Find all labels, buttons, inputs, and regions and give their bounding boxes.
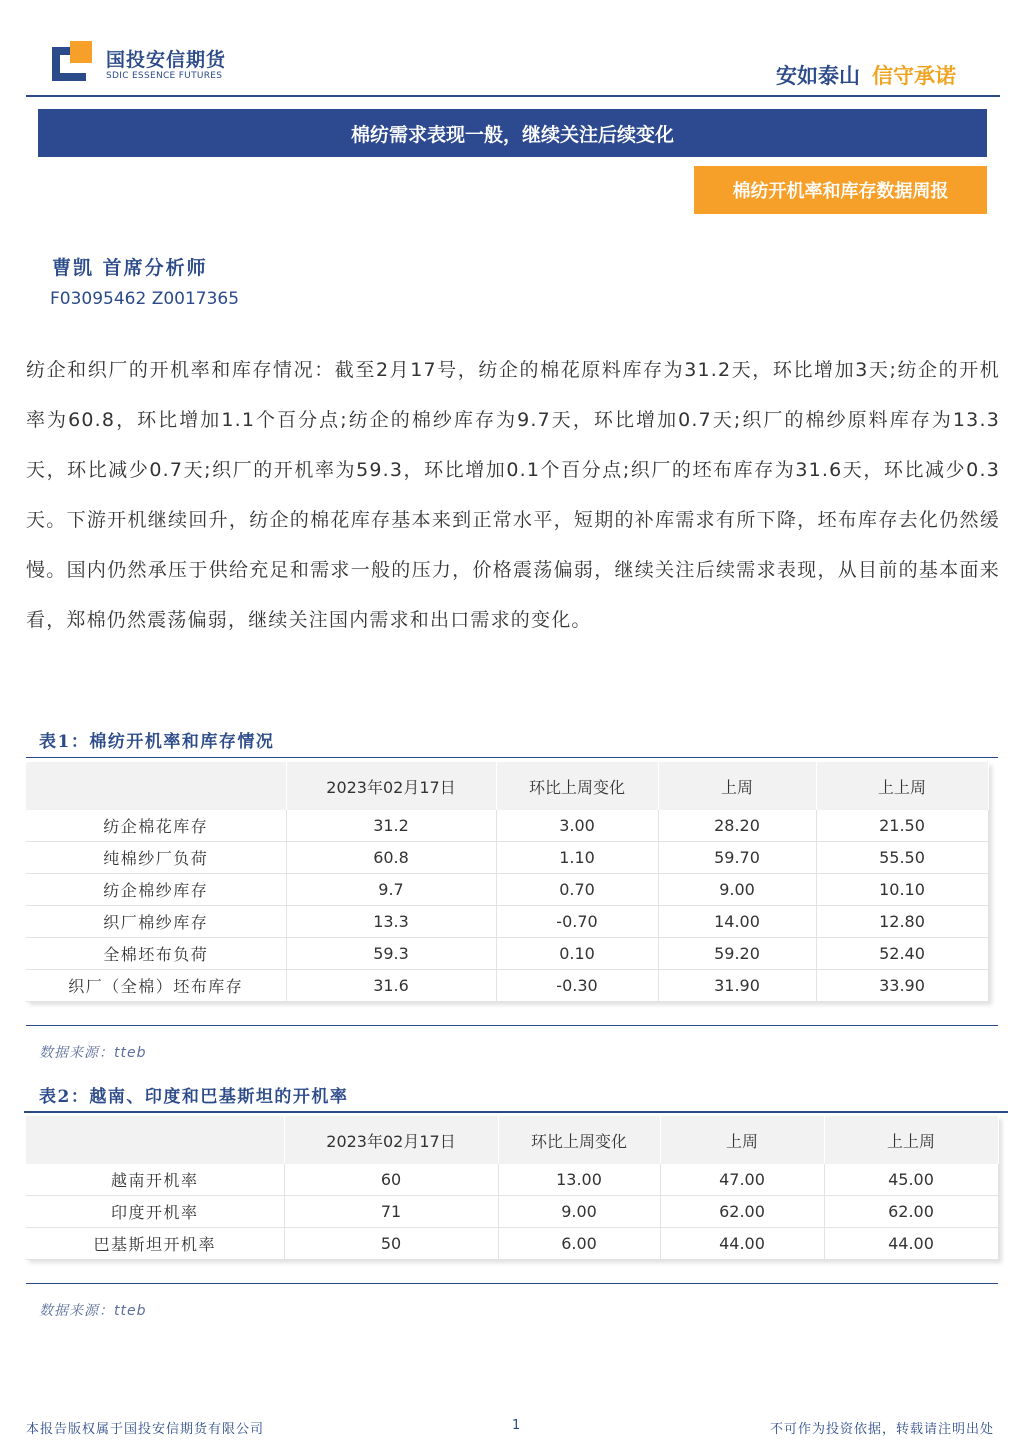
company-logo-icon	[52, 41, 98, 81]
slogan-part-2: 信守承诺	[872, 64, 956, 88]
row-label: 纯棉纱厂负荷	[26, 842, 286, 874]
footer-disclaimer: 不可作为投资依据，转载请注明出处	[769, 1422, 994, 1437]
table-cell: 44.00	[824, 1228, 998, 1260]
table-row	[26, 938, 988, 970]
table2-bottom-rule	[26, 1283, 998, 1284]
table-cell: 31.2	[286, 810, 496, 842]
table-row	[26, 810, 988, 842]
row-label: 纺企棉花库存	[26, 810, 286, 842]
table-cell: 45.00	[824, 1164, 998, 1196]
table-cell: 14.00	[658, 906, 816, 938]
table-cell: 12.80	[816, 906, 988, 938]
table-cell: 44.00	[660, 1228, 824, 1260]
table-cell: 31.6	[286, 970, 496, 1002]
analyst-name: 曹凯 首席分析师	[52, 257, 208, 279]
table2-header-cell: 2023年02月17日	[284, 1116, 498, 1164]
table2-header-cell	[26, 1116, 284, 1164]
table-cell: 59.20	[658, 938, 816, 970]
report-type-tag: 棉纺开机率和库存数据周报	[694, 166, 987, 214]
table-cell: 62.00	[660, 1196, 824, 1228]
table-row	[26, 1196, 998, 1228]
table-cell: 52.40	[816, 938, 988, 970]
row-label: 织厂棉纱库存	[26, 906, 286, 938]
page-number: 1	[512, 1418, 521, 1433]
table-cell: 0.70	[496, 874, 658, 906]
table-cell: 31.90	[658, 970, 816, 1002]
row-label: 越南开机率	[26, 1164, 284, 1196]
table-cell: 47.00	[660, 1164, 824, 1196]
table-row	[26, 1228, 998, 1260]
table-row	[26, 906, 988, 938]
table1-header-cell	[26, 762, 286, 810]
row-label: 织厂（全棉）坯布库存	[26, 970, 286, 1002]
table-cell: 21.50	[816, 810, 988, 842]
table1-header-cell: 上周	[658, 762, 816, 810]
table1-header-cell: 上上周	[816, 762, 988, 810]
header-divider	[26, 95, 1000, 97]
table2-source: 数据来源：tteb	[39, 1303, 147, 1319]
table-cell: 33.90	[816, 970, 988, 1002]
table-row	[26, 970, 988, 1002]
table-cell: 1.10	[496, 842, 658, 874]
report-title-banner: 棉纺需求表现一般，继续关注后续变化	[38, 109, 987, 157]
table1-header-cell: 2023年02月17日	[286, 762, 496, 810]
table-cell: 9.7	[286, 874, 496, 906]
table-cell: 9.00	[658, 874, 816, 906]
table-row	[26, 874, 988, 906]
table-cell: 6.00	[498, 1228, 660, 1260]
footer-copyright: 本报告版权属于国投安信期货有限公司	[26, 1422, 265, 1437]
table-cell: 62.00	[824, 1196, 998, 1228]
table-row	[26, 842, 988, 874]
table1-header-cell: 环比上周变化	[496, 762, 658, 810]
table-cell: 0.10	[496, 938, 658, 970]
table-cell: 13.00	[498, 1164, 660, 1196]
table-cell: 60.8	[286, 842, 496, 874]
table1-title: 表1：棉纺开机率和库存情况	[39, 732, 275, 752]
table-cell: 60	[284, 1164, 498, 1196]
table2-header-cell: 环比上周变化	[498, 1116, 660, 1164]
table-cell: 3.00	[496, 810, 658, 842]
row-label: 纺企棉纱库存	[26, 874, 286, 906]
table-cell: 9.00	[498, 1196, 660, 1228]
table-row	[26, 1164, 998, 1196]
row-label: 全棉坯布负荷	[26, 938, 286, 970]
summary-paragraph: 纺企和织厂的开机率和库存情况：截至2月17号，纺企的棉花原料库存为31.2天，环比增加3天;纺企的开机率为60.8，环比增加1.1个百分点;纺企的棉纱库存为9.7天，环比增加0.7天;织厂的棉纱原料库存为13.3天，环比减少0.7天;织厂的开机率为59.3，环比增加0.1个百分点;织厂的坯布库存为31.6天，环比减少0.3天。下游开机继续回升，纺企的棉花库存基本来到正常水平，短期的补库需求有所下降，坯布库存去化仍然缓慢。国内仍然承压于供给充足和需求一般的压力，价格震荡偏弱，继续关注后续需求表现，从目前的基本面来看，郑棉仍然震荡偏弱，继续关注国内需求和出口需求的变化。	[26, 359, 1000, 631]
table1	[26, 762, 989, 1002]
table1-bottom-rule	[26, 1025, 998, 1026]
table-cell: 28.20	[658, 810, 816, 842]
logo-chinese-name: 国投安信期货	[106, 49, 227, 71]
table2	[26, 1116, 999, 1260]
table2-title: 表2：越南、印度和巴基斯坦的开机率	[39, 1087, 349, 1107]
table-cell: 13.3	[286, 906, 496, 938]
table1-header-row	[26, 762, 988, 810]
table1-source: 数据来源：tteb	[39, 1045, 147, 1061]
table-cell: 55.50	[816, 842, 988, 874]
table-cell: 59.3	[286, 938, 496, 970]
table-cell: -0.70	[496, 906, 658, 938]
logo-english-name: SDIC ESSENCE FUTURES	[106, 71, 223, 81]
table-cell: 50	[284, 1228, 498, 1260]
table-cell: 59.70	[658, 842, 816, 874]
row-label: 巴基斯坦开机率	[26, 1228, 284, 1260]
table-cell: 10.10	[816, 874, 988, 906]
table-cell: -0.30	[496, 970, 658, 1002]
table2-header-cell: 上上周	[824, 1116, 998, 1164]
analyst-license: F03095462 Z0017365	[50, 289, 240, 309]
table1-top-rule	[26, 757, 998, 758]
table2-header-row	[26, 1116, 998, 1164]
table2-header-cell: 上周	[660, 1116, 824, 1164]
table2-top-rule	[24, 1111, 1008, 1113]
table-cell: 71	[284, 1196, 498, 1228]
slogan-part-1: 安如泰山	[776, 64, 860, 88]
row-label: 印度开机率	[26, 1196, 284, 1228]
